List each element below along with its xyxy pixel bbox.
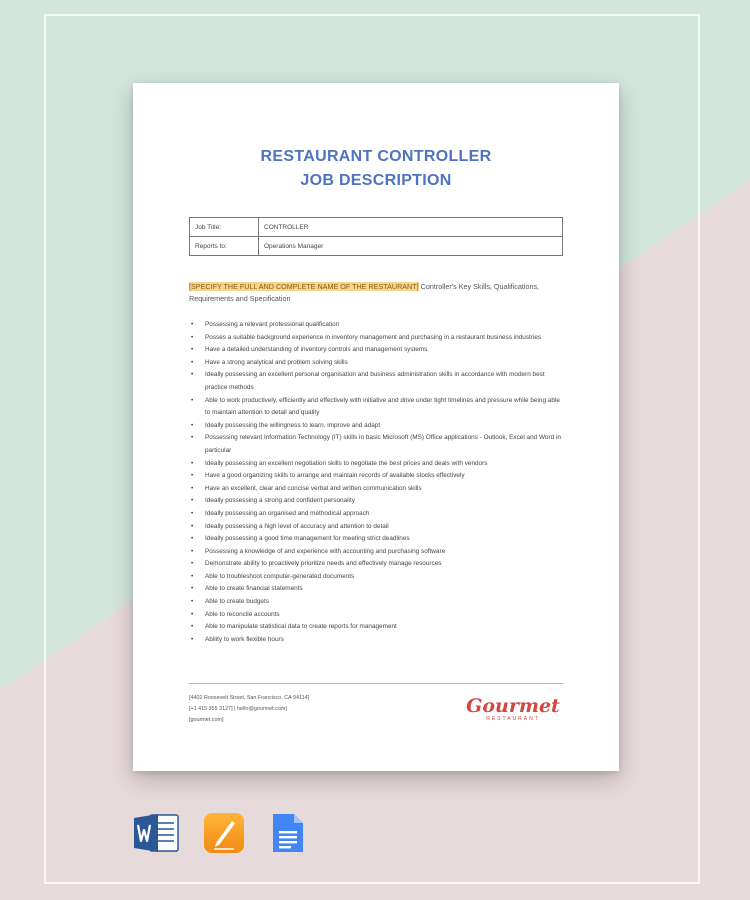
skills-intro-text: Controller's Key Skills, Qualifications, Requirements and Specification bbox=[189, 282, 540, 303]
title-line-2: JOB DESCRIPTION bbox=[300, 172, 452, 189]
pages-icon[interactable] bbox=[203, 812, 245, 854]
list-item: • Ability to work flexible hours bbox=[189, 634, 565, 647]
logo-subtitle: RESTAURANT bbox=[486, 716, 540, 722]
restaurant-name-placeholder: [SPECIFY THE FULL AND COMPLETE NAME OF THE RESTAURANT] bbox=[189, 282, 419, 291]
list-item: • Ideally possessing a good time management for meeting strict deadlines bbox=[189, 533, 565, 546]
list-item: • Possessing a knowledge of and experience with accounting and purchasing software bbox=[189, 546, 565, 559]
contact-address: [4402 Roosevelt Street, San Francisco, CA 94114] bbox=[189, 695, 310, 701]
list-item: • Able to manipulate statistical data to create reports for management bbox=[189, 621, 565, 634]
list-item: • Able to work productively, efficiently and effectively with initiative and drive under tight timelines and pressure while being able to maintain attention to detail and quality bbox=[189, 395, 565, 420]
list-item: • Able to create financial statements bbox=[189, 583, 565, 596]
list-item: • Ideally possessing an excellent personal organisation and business administration skills in accordance with modern best practice methods bbox=[189, 369, 565, 394]
document-preview bbox=[133, 83, 619, 771]
reports-to-label: Reports to: bbox=[190, 237, 259, 256]
gourmet-logo bbox=[459, 695, 567, 722]
job-title-label: Job Title: bbox=[190, 218, 259, 237]
job-title-value: CONTROLLER bbox=[259, 218, 563, 237]
contact-info bbox=[189, 693, 419, 726]
list-item: • Able to create budgets bbox=[189, 596, 565, 609]
list-item: • Ideally possessing a high level of accuracy and attention to detail bbox=[189, 521, 565, 534]
list-item: • Demonstrate ability to proactively prioritize needs and effectively manage resources bbox=[189, 558, 565, 571]
table-row bbox=[190, 237, 563, 256]
document-title bbox=[133, 145, 619, 193]
table-row bbox=[190, 218, 563, 237]
title-line-1: RESTAURANT CONTROLLER bbox=[260, 148, 492, 165]
list-item: • Possessing a relevant professional qualification bbox=[189, 319, 565, 332]
list-item: • Have a detailed understanding of inventory controls and management systems bbox=[189, 344, 565, 357]
skills-list bbox=[189, 319, 565, 646]
list-item: • Have an excellent, clear and concise verbal and written communication skills bbox=[189, 483, 565, 496]
google-docs-icon[interactable] bbox=[271, 812, 305, 854]
word-icon[interactable] bbox=[132, 812, 180, 854]
list-item: • Able to reconcile accounts bbox=[189, 609, 565, 622]
logo-wordmark: Gourmet bbox=[466, 695, 560, 717]
list-item: • Ideally possessing the willingness to learn, improve and adapt bbox=[189, 420, 565, 433]
contact-phone-email: [+1 415 355 3127] | hello@gourmet.com] bbox=[189, 706, 287, 712]
list-item: • Have a strong analytical and problem solving skills bbox=[189, 357, 565, 370]
job-info-table bbox=[189, 217, 563, 256]
list-item: • Have a good organizing skills to arrange and maintain records of available stocks effectively bbox=[189, 470, 565, 483]
footer-divider bbox=[189, 683, 563, 684]
list-item: • Possessing relevant Information Technology (IT) skills in basic Microsoft (MS) Office applications - Outlook, Excel and Word in particular bbox=[189, 432, 565, 457]
contact-website: [gourmet.com] bbox=[189, 717, 224, 723]
list-item: • Ideally possessing an organised and methodical approach bbox=[189, 508, 565, 521]
reports-to-value: Operations Manager bbox=[259, 237, 563, 256]
list-item: • Able to troubleshoot computer-generated documents bbox=[189, 571, 565, 584]
list-item: • Ideally possessing a strong and confident personality bbox=[189, 495, 565, 508]
list-item: • Ideally possessing an excellent negotiation skills to negotiate the best prices and deals with vendors bbox=[189, 458, 565, 471]
list-item: • Posses a suitable background experience in inventory management and purchasing in a restaurant business industries bbox=[189, 332, 565, 345]
skills-intro bbox=[189, 281, 565, 305]
